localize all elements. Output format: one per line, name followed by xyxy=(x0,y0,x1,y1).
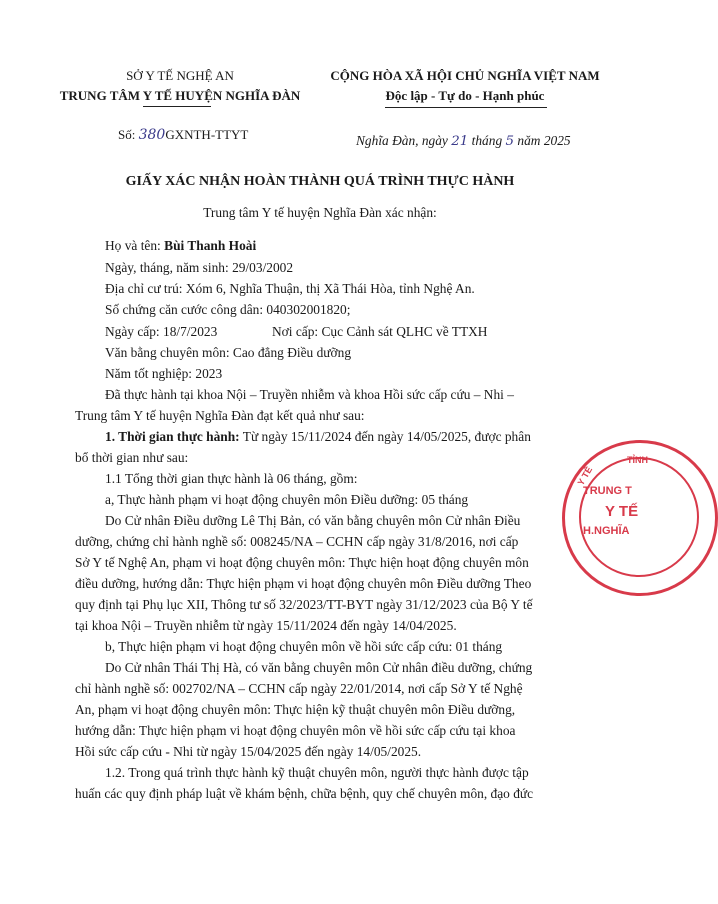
id-number-line: Số chứng căn cước công dân: 040302001820; xyxy=(105,302,351,317)
body-line-10: điều dưỡng, hướng dẫn: Thực hiện phạm vi hoạt động chuyên môn Điều dưỡng Theo xyxy=(75,576,532,591)
stamp-left-text: Y TẾ xyxy=(575,464,595,488)
stamp-inner-ring xyxy=(579,457,699,577)
date-line xyxy=(356,133,571,149)
org-name: TRUNG TÂM Y TẾ HUYỆN NGHĨA ĐÀN xyxy=(59,88,301,103)
stamp-line-2: Y TẾ xyxy=(605,503,639,520)
doc-number-handwritten: 380 xyxy=(138,127,166,143)
org-underline xyxy=(143,106,211,107)
document-title: GIẤY XÁC NHẬN HOÀN THÀNH QUÁ TRÌNH THỰC HÀNH xyxy=(125,174,515,189)
org-parent: SỞ Y TẾ NGHỆ AN xyxy=(126,68,234,83)
issue-date: Ngày cấp: 18/7/2023 xyxy=(105,324,218,339)
practice-line-2: Trung tâm Y tế huyện Nghĩa Đàn đạt kết quả như sau: xyxy=(75,408,365,423)
address-line: Địa chỉ cư trú: Xóm 6, Nghĩa Thuận, thị Xã Thái Hòa, tỉnh Nghệ An. xyxy=(105,281,475,296)
date-part3: năm 2025 xyxy=(517,133,571,148)
body-line-8: dưỡng, chứng chỉ hành nghề số: 008245/NA – CCHN cấp ngày 31/8/2016, nơi cấp xyxy=(75,534,519,549)
body-line-13: b, Thực hiện phạm vi hoạt động chuyên môn về hồi sức cấp cứu: 01 tháng xyxy=(105,639,503,654)
body-line-7: Do Cử nhân Điều dưỡng Lê Thị Bản, có văn bằng chuyên môn Cử nhân Điều xyxy=(105,513,521,528)
section-1-label: 1. Thời gian thực hành: xyxy=(105,429,240,444)
date-part2: tháng xyxy=(471,133,503,148)
body-line-5: 1.1 Tổng thời gian thực hành là 06 tháng, gồm: xyxy=(105,471,358,486)
date-month: 5 xyxy=(505,134,515,149)
dob-line: Ngày, tháng, năm sinh: 29/03/2002 xyxy=(105,260,294,275)
stamp-top-text: TỈNH xyxy=(627,455,648,465)
body-line-17: hướng dẫn: Thực hiện phạm vi hoạt động chuyên môn về hồi sức cấp cứu tại khoa xyxy=(75,723,516,738)
person-name: Bùi Thanh Hoài xyxy=(164,238,257,253)
body-line-19: 1.2. Trong quá trình thực hành kỹ thuật chuyên môn, người thực hành được tập xyxy=(105,765,529,780)
doc-number-suffix: GXNTH-TTYT xyxy=(165,127,249,142)
motto-underline xyxy=(385,107,547,108)
stamp-line-3: H.NGHĨA xyxy=(583,525,630,537)
practice-line-1: Đã thực hành tại khoa Nội – Truyền nhiễm và khoa Hồi sức cấp cứu – Nhi – xyxy=(105,387,514,402)
grad-year-line: Năm tốt nghiệp: 2023 xyxy=(105,366,223,381)
section-1-text: Từ ngày 15/11/2024 đến ngày 14/05/2025, được phân xyxy=(239,429,531,444)
body-line-11: quy định tại Phụ lục XII, Thông tư số 32/2023/TT-BYT ngày 31/12/2023 của Bộ Y tế xyxy=(75,597,533,612)
date-day: 21 xyxy=(451,134,469,149)
date-part1: Nghĩa Đàn, ngày xyxy=(356,133,448,148)
section-1-heading xyxy=(105,429,531,445)
issue-place: Nơi cấp: Cục Cảnh sát QLHC về TTXH xyxy=(272,324,488,339)
intro-text: Trung tâm Y tế huyện Nghĩa Đàn xác nhận: xyxy=(203,205,437,220)
body-line-20: huấn các quy định pháp luật về khám bệnh, chữa bệnh, quy chế chuyên môn, đạo đức xyxy=(75,786,534,801)
doc-number-prefix: Số: xyxy=(118,127,136,142)
name-line xyxy=(105,238,256,254)
body-line-16: An, phạm vi hoạt động chuyên môn: Thực hiện kỹ thuật chuyên môn Điều dưỡng, xyxy=(75,702,516,717)
body-line-18: Hồi sức cấp cứu - Nhi từ ngày 15/04/2025 đến ngày 14/05/2025. xyxy=(75,744,422,759)
degree-line: Văn bằng chuyên môn: Cao đẳng Điều dưỡng xyxy=(105,345,352,360)
body-line-9: Sở Y tế Nghệ An, phạm vi hoạt động chuyên môn: Thực hiện hoạt động chuyên môn xyxy=(75,555,529,570)
body-line-15: chỉ hành nghề số: 002702/NA – CCHN cấp ngày 22/01/2014, nơi cấp Sở Y tế Nghệ xyxy=(75,681,523,696)
doc-number xyxy=(118,127,248,143)
country-name: CỘNG HÒA XÃ HỘI CHỦ NGHĨA VIỆT NAM xyxy=(330,68,600,83)
motto: Độc lập - Tự do - Hạnh phúc xyxy=(385,88,545,103)
body-line-4: bổ thời gian như sau: xyxy=(75,450,189,465)
body-line-12: tại khoa Nội – Truyền nhiễm từ ngày 15/11/2024 đến ngày 14/04/2025. xyxy=(75,618,457,633)
official-stamp xyxy=(562,440,718,596)
name-label: Họ và tên: xyxy=(105,238,161,253)
body-line-14: Do Cử nhân Thái Thị Hà, có văn bằng chuyên môn Cử nhân điều dưỡng, chứng xyxy=(105,660,533,675)
body-line-6: a, Thực hành phạm vi hoạt động chuyên môn Điều dưỡng: 05 tháng xyxy=(105,492,469,507)
stamp-line-1: TRUNG T xyxy=(583,485,632,497)
